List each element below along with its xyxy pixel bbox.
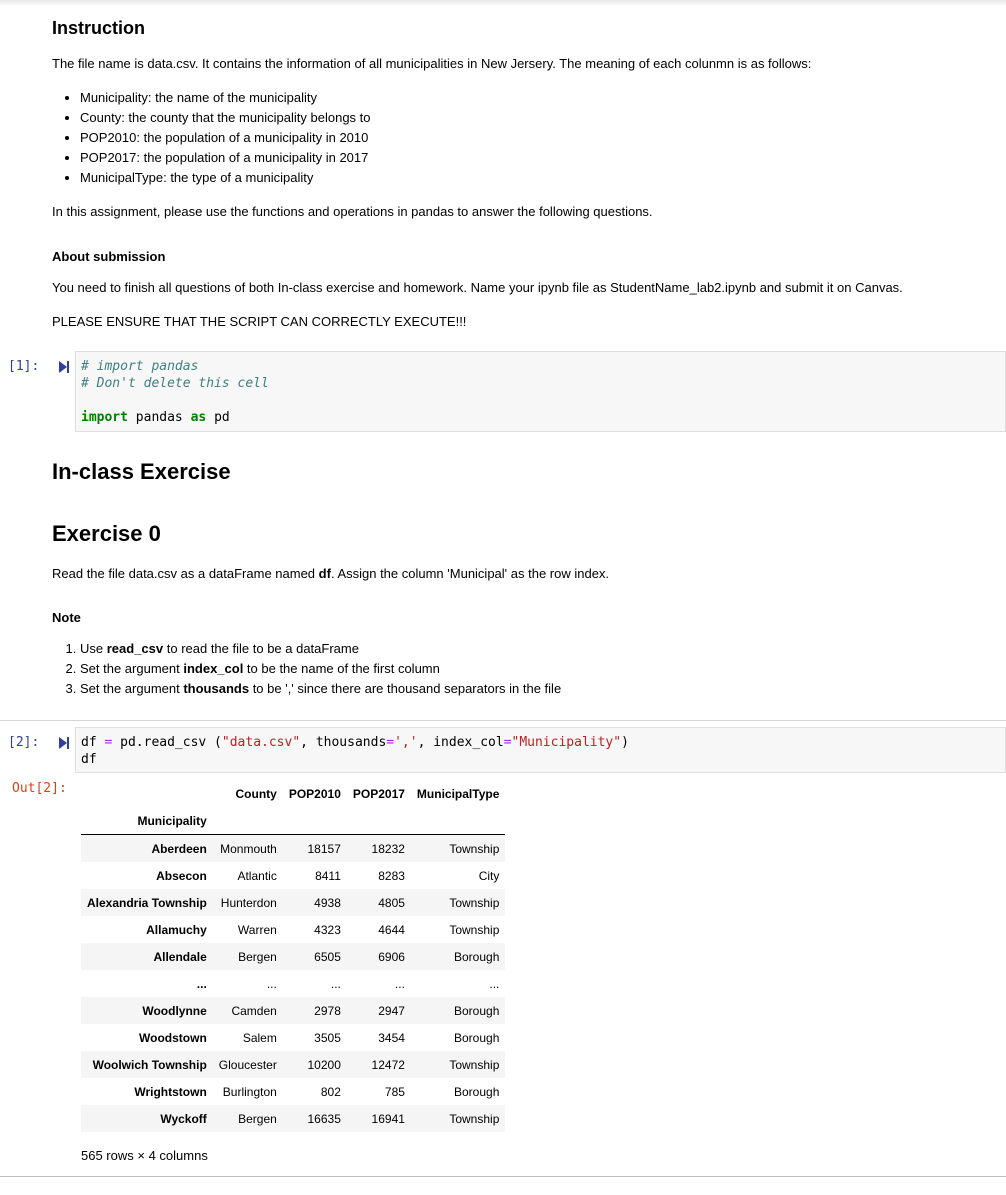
code-operator: = [386,735,395,750]
table-cell: Camden [231,1003,277,1018]
code-token: pandas [127,410,191,425]
code-operator: = [503,735,512,750]
table-cell: Borough [454,1003,500,1018]
code-blank-line [81,392,1000,409]
blank-cell [347,807,411,835]
text-segment: Set the argument [80,661,184,676]
table-row [81,1105,505,1132]
table-cell: Warren [237,922,277,937]
table-cell: Bergen [238,1111,277,1126]
code-token: , thousands [300,735,387,750]
row-index: Woodlynne [142,1003,207,1018]
table-row [81,997,505,1024]
code-import-line [81,409,1000,426]
row-index: Allendale [153,949,207,964]
row-index: ... [196,976,207,991]
row-index: Alexandria Township [87,895,207,910]
index-name-row [81,807,505,835]
code-token: pd [206,410,230,425]
code-comment: # Don't delete this cell [81,376,269,391]
table-cell: 18232 [371,841,405,856]
run-cell-icon[interactable] [57,359,71,375]
table-cell: 10200 [307,1057,341,1072]
table-cell: Salem [242,1030,277,1045]
text-segment: Set the argument [80,681,184,696]
table-cell: Atlantic [237,868,277,883]
table-cell: Borough [454,1084,500,1099]
table-cell: 4323 [314,922,341,937]
text-segment: to read the file to be a dataFrame [163,641,359,656]
table-cell: Township [449,1111,500,1126]
table-cell: 18157 [307,841,341,856]
column-header: MunicipalType [416,786,500,801]
blank-cell [411,807,505,835]
keyword: as [190,410,207,425]
table-cell: 802 [320,1084,341,1099]
cell-separator [0,720,1006,721]
table-cell: Borough [454,949,500,964]
submission-warning: PLEASE ENSURE THAT THE SCRIPT CAN CORRECTLY EXECUTE!!! [52,314,467,329]
table-cell: ... [394,976,405,991]
list-item [80,679,561,699]
code-line-1 [81,734,1000,751]
index-name: Municipality [81,807,213,835]
row-index: Woolwich Township [92,1057,207,1072]
table-cell: ... [330,976,341,991]
code-string: "data.csv" [221,735,301,750]
instruction-intro: The file name is data.csv. It contains the information of all municipalities in New Jersery. The meaning of each colunmn is as follows: [52,56,812,71]
table-cell: 3454 [378,1030,405,1045]
code-token: , index_col [417,735,504,750]
column-header: POP2017 [352,786,405,801]
table-row [81,835,505,863]
row-index: Woodstown [139,1030,207,1045]
cell1-prompt: [1]: [8,359,40,374]
table-cell: 16941 [371,1111,405,1126]
instruction-task: In this assignment, please use the functions and operations in pandas to answer the following questions. [52,204,653,219]
list-item: • POP2017: the population of a municipality in 2017 [80,148,371,168]
text-segment: Use [80,641,107,656]
table-cell: 4644 [378,922,405,937]
code-token: pd.read_csv ( [112,735,222,750]
row-index: Wrightstown [134,1084,207,1099]
text-segment: . Assign the column 'Municipal' as the row index. [330,566,610,581]
table-cell: 6906 [378,949,405,964]
text-segment: to be ',' since there are thousand separators in the file [249,681,562,696]
top-shadow [0,0,1006,6]
code-string: "Municipality" [511,735,622,750]
table-cell: 3505 [314,1030,341,1045]
code-term: read_csv [106,641,164,656]
column-header: County [235,786,277,801]
text-segment: Read the file data.csv as a dataFrame named [52,566,319,581]
table-cell: Township [449,1057,500,1072]
table-cell: 785 [384,1084,405,1099]
table-cell: Township [449,841,500,856]
code-token: df [81,735,105,750]
table-cell: ... [266,976,277,991]
bottom-separator [0,1176,1006,1177]
code-operator: = [104,735,113,750]
table-row [81,916,505,943]
code-comment: # import pandas [81,359,199,374]
dataframe-shape: 565 rows × 4 columns [81,1148,208,1163]
table-cell: 16635 [307,1111,341,1126]
table-cell: 4805 [378,895,405,910]
dataframe-table [81,780,505,1132]
column-list [52,88,371,188]
submission-text: You need to finish all questions of both In-class exercise and homework. Name your ipynb file as StudentName_lab2.ipynb and submit it on Canvas. [52,280,903,295]
df-bold: df [318,566,331,581]
code-line-2: df [81,752,97,767]
text-segment: to be the name of the first column [243,661,440,676]
table-cell: Township [449,895,500,910]
keyword: import [81,410,128,425]
table-cell: 6505 [314,949,341,964]
table-cell: Borough [454,1030,500,1045]
exercise0-text [52,566,609,582]
list-item [80,639,561,659]
table-row [81,889,505,916]
table-cell: Monmouth [220,841,277,856]
list-item: • County: the county that the municipality belongs to [80,108,371,128]
blank-header [81,780,213,807]
table-cell: ... [489,976,500,991]
note-list [52,639,561,699]
dataframe-body [81,835,505,1133]
table-cell: 8411 [315,868,341,883]
code-string: ',' [394,735,418,750]
list-item: • POP2010: the population of a municipality in 2010 [80,128,371,148]
row-index: Aberdeen [151,841,207,856]
table-cell: 12472 [371,1057,405,1072]
submission-heading: About submission [52,249,166,264]
blank-cell [213,807,283,835]
table-cell: Gloucester [218,1057,277,1072]
column-header: POP2010 [288,786,341,801]
table-row [81,1024,505,1051]
table-cell: Township [449,922,500,937]
table-cell: 2978 [314,1003,341,1018]
cell2-prompt: [2]: [8,735,40,750]
exercise0-heading: Exercise 0 [52,521,161,546]
table-cell: 8283 [378,868,405,883]
table-cell: Hunterdon [220,895,277,910]
row-index: Wyckoff [160,1111,207,1126]
list-item: • Municipality: the name of the municipality [80,88,371,108]
blank-cell [283,807,347,835]
table-cell: City [478,868,500,883]
instruction-heading: Instruction [52,18,145,38]
table-row [81,970,505,997]
list-item [80,659,561,679]
run-cell-icon[interactable] [57,735,71,751]
table-cell: Bergen [238,949,277,964]
table-cell: Burlington [222,1084,277,1099]
table-row [81,1078,505,1105]
table-cell: 2947 [378,1003,405,1018]
code-term: index_col [183,661,244,676]
code-token: ) [621,735,629,750]
code-cell-2[interactable] [75,727,1006,773]
column-header-row [81,780,505,807]
row-index: Absecon [156,868,207,883]
inclass-heading: In-class Exercise [52,459,231,484]
code-term: thousands [183,681,250,696]
note-heading: Note [52,610,81,625]
row-index: Allamuchy [146,922,207,937]
table-row [81,862,505,889]
list-item: • MunicipalType: the type of a municipality [80,168,371,188]
table-cell: 4938 [314,895,341,910]
table-row [81,1051,505,1078]
output-prompt: Out[2]: [12,781,67,796]
table-row [81,943,505,970]
code-cell-1[interactable] [75,351,1006,432]
